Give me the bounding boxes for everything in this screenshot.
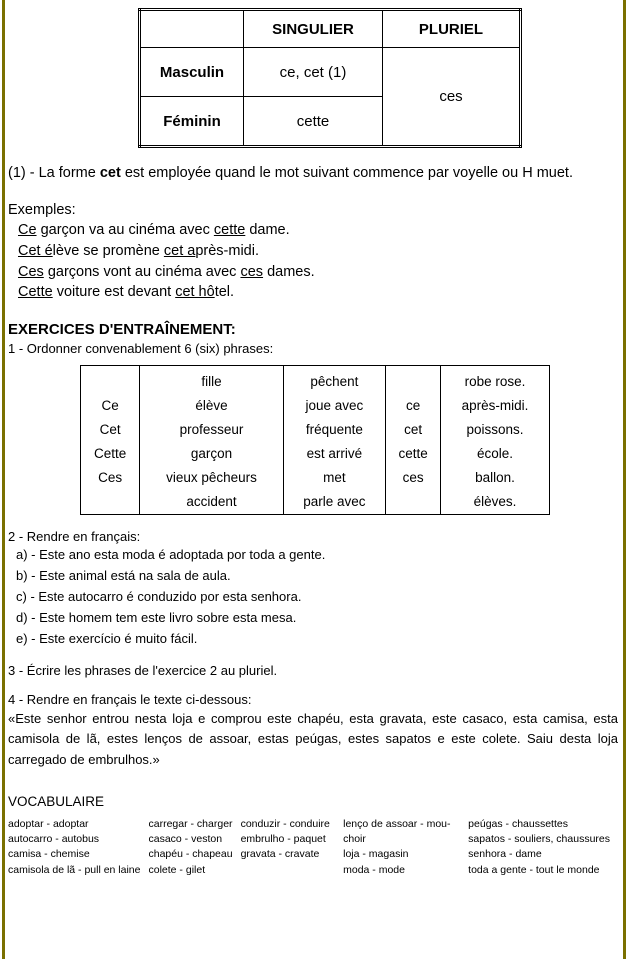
- vocabulary-entry: embrulho - paquet: [240, 833, 326, 846]
- vocabulary-entry: autocarro - autobus: [8, 833, 100, 846]
- row-header-feminin: Féminin: [140, 97, 244, 147]
- example-4-underline-2: cet hô: [175, 284, 215, 301]
- cell-pluriel-merged: ces: [383, 48, 521, 147]
- cell: fréquente: [305, 421, 363, 437]
- cell: [85, 370, 135, 394]
- example-3-mid: garçons vont au cinéma avec: [43, 263, 241, 280]
- vocabulary-column-3: [241, 817, 344, 878]
- page-border-right: [623, 0, 626, 959]
- ordering-table: [80, 365, 550, 515]
- cell: école.: [477, 445, 514, 461]
- examples-label: Exemples:: [8, 202, 76, 219]
- vocabulary-title: VOCABULAIRE: [8, 793, 105, 809]
- cell: [390, 490, 436, 514]
- column-header-singulier: SINGULIER: [244, 10, 383, 48]
- ordering-table-wrapper: [8, 356, 618, 515]
- cell: est arrivé: [306, 445, 363, 461]
- cell: ce: [405, 397, 421, 413]
- cell: vieux pêcheurs: [166, 469, 257, 485]
- exercise-2-item-c: c) - Este autocarro é conduzido por esta senhora.: [16, 588, 302, 604]
- cell: ces: [402, 469, 424, 485]
- cell: Cet: [99, 421, 121, 437]
- example-line-2: [8, 241, 618, 262]
- ordering-column-4: [386, 365, 441, 514]
- example-line-1: [8, 220, 618, 241]
- exercise-2-item-a: a) - Este ano esta moda é adoptada por toda a gente.: [16, 546, 326, 562]
- footnote-prefix: (1) - La forme: [8, 165, 100, 181]
- cell: [85, 490, 135, 514]
- vocabulary-entry: adoptar - adoptar: [8, 817, 89, 830]
- vocabulary-column-2: [149, 817, 241, 878]
- example-2-underline-2: cet a: [163, 243, 196, 260]
- exercise-1-title: 1 - Ordonner convenablement 6 (six) phrases:: [8, 340, 274, 356]
- exercise-2-title: 2 - Rendre en français:: [8, 528, 141, 544]
- vocabulary-entry: camisa - chemise: [8, 848, 90, 861]
- exercise-4-text: «Este senhor entrou nesta loja e comprou este chapéu, esta gravata, este casaco, esta camisa, esta camisola de lã, estes lenços de assoar, estas peúgas, estes sapatos e este colete. Saiu desta loja carregado de embrulhos.»: [8, 711, 618, 767]
- ordering-column-2: [140, 365, 283, 514]
- exercises-heading: EXERCICES D'ENTRAÎNEMENT:: [8, 320, 236, 338]
- ordering-column-3: [283, 365, 385, 514]
- vocabulary-entry: senhora - dame: [468, 848, 542, 861]
- example-3-underline-2: ces: [240, 263, 264, 280]
- cell: accident: [186, 493, 237, 509]
- example-2-tail: près-midi.: [195, 243, 259, 260]
- example-2-underline-1: Cet é: [18, 243, 53, 260]
- demonstratives-table: [138, 8, 522, 148]
- demonstratives-table-wrapper: [8, 0, 618, 148]
- ordering-column-1: [81, 365, 140, 514]
- example-line-4: [8, 282, 618, 303]
- cell: pêchent: [310, 373, 359, 389]
- example-1-underline-1: Ce: [18, 222, 37, 239]
- cell: parle avec: [303, 493, 366, 509]
- example-3-tail: dames.: [263, 263, 315, 280]
- example-2-mid: lève se promène: [52, 243, 164, 260]
- vocabulary-entry: casaco - veston: [148, 833, 223, 846]
- cell: après-midi.: [461, 397, 529, 413]
- table-corner-cell: [140, 10, 244, 48]
- vocabulary-entry: chapéu - chapeau: [148, 848, 233, 861]
- cell: garçon: [190, 445, 233, 461]
- cell: Cette: [94, 445, 127, 461]
- vocabulary-entry: carregar - charger: [148, 817, 233, 830]
- ordering-column-5: [441, 365, 550, 514]
- table-row: [81, 365, 550, 514]
- example-4-mid: voiture est devant: [52, 284, 176, 301]
- cell: Ces: [98, 469, 123, 485]
- footnote-cet: [8, 162, 618, 184]
- vocabulary-entry: choir: [343, 833, 366, 846]
- example-4-tail: tel.: [214, 284, 235, 301]
- table-row-header: [140, 10, 521, 48]
- cell: élève: [195, 397, 228, 413]
- vocabulary-entry: colete - gilet: [148, 863, 206, 876]
- footnote-bold-word: cet: [99, 165, 121, 181]
- cell: poissons.: [466, 421, 524, 437]
- example-1-mid: garçon va au cinéma avec: [36, 222, 214, 239]
- cell-feminin-singulier: cette: [244, 97, 383, 147]
- row-header-masculin: Masculin: [140, 48, 244, 97]
- spacer: [8, 184, 618, 202]
- vocabulary-entry: peúgas - chaussettes: [468, 817, 568, 830]
- exercise-2-item-b: b) - Este animal está na sala de aula.: [16, 567, 231, 583]
- vocabulary-column-4: [343, 817, 468, 878]
- cell: élèves.: [473, 493, 517, 509]
- column-header-pluriel: PLURIEL: [383, 10, 521, 48]
- cell: [390, 370, 436, 394]
- exercise-2: [8, 529, 618, 649]
- cell: ballon.: [475, 469, 515, 485]
- cell: met: [323, 469, 346, 485]
- document-content: [8, 0, 618, 878]
- exercise-4: [8, 692, 618, 770]
- table-row-masculin: [140, 48, 521, 97]
- vocabulary-entry: lenço de assoar - mou-: [343, 817, 451, 830]
- vocabulary-entry: conduzir - conduire: [240, 817, 330, 830]
- exercise-2-item-d: d) - Este homem tem este livro sobre esta mesa.: [16, 610, 297, 626]
- vocabulary-entry: toda a gente - tout le monde: [468, 863, 600, 876]
- example-4-underline-1: Cette: [18, 284, 53, 301]
- cell: Ce: [101, 397, 119, 413]
- footnote-suffix: est employée quand le mot suivant commence par voyelle ou H muet.: [120, 165, 573, 181]
- vocabulary-entry: moda - mode: [343, 863, 405, 876]
- cell-masculin-singulier: ce, cet (1): [244, 48, 383, 97]
- example-1-tail: dame.: [245, 222, 290, 239]
- exercise-3-title: 3 - Écrire les phrases de l'exercice 2 au pluriel.: [8, 663, 278, 679]
- exercise-2-item-e: e) - Este exercício é muito fácil.: [16, 631, 198, 647]
- cell: professeur: [179, 421, 244, 437]
- cell: robe rose.: [464, 373, 526, 389]
- exercise-3: [8, 663, 618, 678]
- example-1-underline-2: cette: [213, 222, 246, 239]
- cell: joue avec: [305, 397, 364, 413]
- vocabulary-grid: [8, 817, 618, 878]
- example-3-underline-1: Ces: [18, 263, 44, 280]
- example-line-3: [8, 262, 618, 283]
- cell: fille: [201, 373, 222, 389]
- vocabulary-entry: loja - magasin: [343, 848, 409, 861]
- cell: cet: [404, 421, 423, 437]
- vocabulary-column-5: [468, 817, 618, 878]
- page-border-left: [2, 0, 5, 959]
- exercise-4-title: 4 - Rendre en français le texte ci-dessous:: [8, 692, 252, 708]
- vocabulary-column-1: [8, 817, 149, 878]
- vocabulary-entry: gravata - cravate: [240, 848, 320, 861]
- cell: cette: [398, 445, 428, 461]
- vocabulary-entry: sapatos - souliers, chaussures: [468, 833, 610, 846]
- vocabulary-entry: camisola de lã - pull en laine: [8, 863, 141, 876]
